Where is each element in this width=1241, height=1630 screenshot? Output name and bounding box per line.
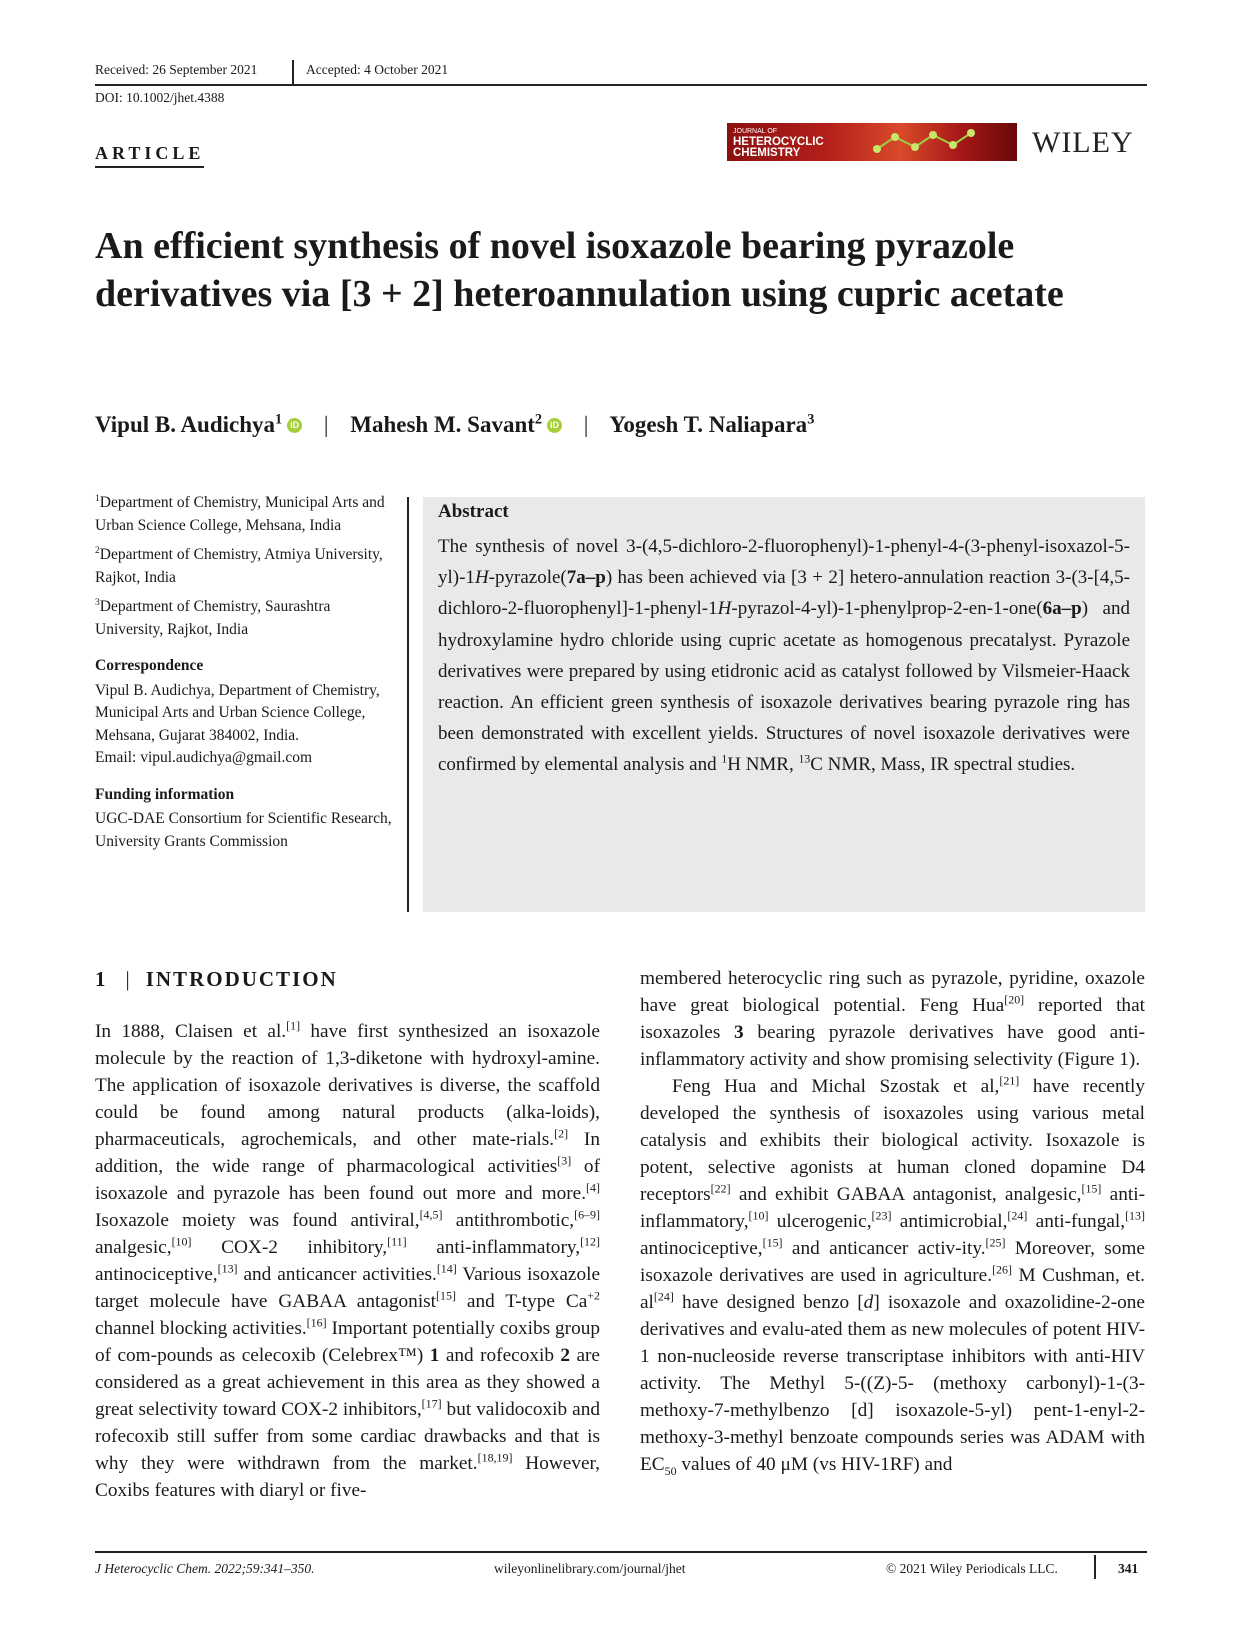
article-title: An efficient synthesis of novel isoxazole bearing pyrazole derivatives via [3 + 2] heteroannulation using cupric acetate bbox=[95, 225, 1064, 315]
author-separator: | bbox=[323, 412, 329, 437]
journal-name-line2: HETEROCYCLIC bbox=[733, 136, 824, 148]
footer-divider bbox=[1094, 1555, 1096, 1579]
header-divider bbox=[292, 60, 294, 84]
page-number: 341 bbox=[1118, 1561, 1139, 1576]
journal-banner bbox=[727, 123, 1017, 161]
funding-text: UGC-DAE Consortium for Scientific Research, University Grants Commission bbox=[95, 810, 392, 850]
body-column-left bbox=[95, 1018, 600, 1504]
correspondence-heading: Correspondence bbox=[95, 657, 204, 674]
intro-paragraph-1: In 1888, Claisen et al.[1] have first synthesized an isoxazole molecule by the reaction of 1,3-diketone with hydroxyl-amine. The application of isoxazole derivatives is diverse, the scaffold could be found among natural products (alka-loids), pharmaceuticals, agrochemicals, and other mate-rials.[2] In addition, the wide range of pharmacological activities[3] of isoxazole and pyrazole has been found out more and more.[4] Isoxazole moiety was found antiviral,[4,5] antithrombotic,[6–9] analgesic,[10] COX-2 inhibitory,[11] anti-inflammatory,[12] antinociceptive,[13] and anticancer activities.[14] Various isoxazole target molecule have GABAA antagonist[15] and T-type $Ca^{+2}$ channel blocking activities.[16] Important potentially coxibs group of com-pounds as celecoxib (Celebrex™) 1 and rofecoxib 2 are considered as a great achievement in this area as they showed a great selectivity toward COX-2 inhibitors,[17] but validocoxib and rofecoxib still suffer from some cardiac drawbacks and that is why they were withdrawn from the market.[18,19] However, Coxibs features with diaryl or five- bbox=[95, 1018, 600, 1501]
author-1[interactable]: Vipul B. Audichya$^1$ bbox=[95, 411, 283, 437]
accepted-date: Accepted: 4 October 2021 bbox=[306, 62, 449, 77]
journal-name-line1: JOURNAL OF bbox=[733, 128, 778, 135]
footer-rule bbox=[95, 1551, 1147, 1553]
publisher-logo: WILEY bbox=[1032, 126, 1134, 159]
journal-citation: J Heterocyclic Chem. 2022;59:341–350. bbox=[95, 1561, 315, 1576]
section-heading-introduction: 1 | INTRODUCTION bbox=[95, 967, 338, 991]
orcid-icon[interactable]: iD bbox=[547, 418, 562, 433]
intro-paragraph-2: membered heterocyclic ring such as pyrazole, pyridine, oxazole have great biological potential. Feng Hua[20] reported that isoxazoles 3 bearing pyrazole derivatives have good anti-inflammatory activity and show promising selectivity (Figure 1). bbox=[640, 968, 1145, 1070]
header-rule bbox=[95, 84, 1147, 86]
author-separator: | bbox=[583, 412, 589, 437]
affiliations-column bbox=[95, 492, 395, 853]
column-divider bbox=[407, 497, 409, 912]
copyright: © 2021 Wiley Periodicals LLC. bbox=[886, 1561, 1058, 1576]
correspondence-text: Vipul B. Audichya, Department of Chemistry, Municipal Arts and Urban Science College, Mehsana, Gujarat 384002, India. bbox=[95, 681, 380, 744]
article-type-label: ARTICLE bbox=[95, 143, 204, 168]
author-list bbox=[95, 412, 814, 438]
orcid-icon[interactable]: iD bbox=[287, 418, 302, 433]
doi[interactable]: DOI: 10.1002/jhet.4388 bbox=[95, 90, 225, 105]
journal-name-line3: CHEMISTRY bbox=[733, 147, 801, 159]
author-2[interactable]: Mahesh M. Savant$^2$ bbox=[350, 411, 543, 437]
affiliation-3: $^3$Department of Chemistry, Saurashtra University, Rajkot, India bbox=[95, 596, 331, 638]
intro-paragraph-3: Feng Hua and Michal Szostak et al,[21] have recently developed the synthesis of isoxazoles using various metal catalysis and exhibits their biological activity. Isoxazole is potent, selective agonists at human cloned dopamine D4 receptors[22] and exhibit GABAA antagonist, analgesic,[15] anti-inflammatory,[10] ulcerogenic,[23] antimicrobial,[24] anti-fungal,[13] antinociceptive,[15] and anticancer activ-ity.[25] Moreover, some isoxazole derivatives are used in agriculture.[26] M Cushman, et. al[24] have designed benzo [d] isoxazole and oxazolidine-2-one derivatives and evalu-ated them as new molecules of potent HIV-1 non-nucleoside reverse transcriptase inhibitors with anti-HIV activity. The Methyl 5-((Z)-5- (methoxy carbonyl)-1-(3-methoxy-7-methylbenzo [d] isoxazole-5-yl) pent-1-enyl-2-methoxy-3-methyl benzoate compounds series was ADAM with $EC_{50}$ values of 40 μM (vs HIV-1RF) and bbox=[640, 1073, 1145, 1478]
abstract-box bbox=[423, 497, 1145, 912]
author-3[interactable]: Yogesh T. Naliapara$^3$ bbox=[609, 411, 815, 437]
correspondence-email[interactable]: Email: vipul.audichya@gmail.com bbox=[95, 749, 313, 766]
received-date: Received: 26 September 2021 bbox=[95, 62, 258, 77]
funding-heading: Funding information bbox=[95, 785, 235, 803]
journal-url[interactable]: wileyonlinelibrary.com/journal/jhet bbox=[494, 1561, 686, 1576]
abstract-heading: Abstract bbox=[438, 501, 509, 522]
body-column-right bbox=[640, 965, 1145, 1478]
abstract-text: The synthesis of novel 3-(4,5-dichloro-2-fluorophenyl)-1-phenyl-4-(3-phenyl-isoxazol-5-yl)-1H-pyrazole(7a–p) has been achieved via [3 + 2] hetero-annulation reaction 3-(3-[4,5-dichloro-2-fluorophenyl]-1-phenyl-1H-pyrazol-4-yl)-1-phenylprop-2-en-1-one(6a–p) and hydroxylamine hydro chloride using cupric acetate as homogenous precatalyst. Pyrazole derivatives were prepared by using etidronic acid as catalyst followed by Vilsmeier-Haack reaction. An efficient green synthesis of isoxazole derivatives bearing pyrazole ring has been demonstrated with excellent yields. Structures of novel isoxazole derivatives were confirmed by elemental analysis and $^1$H NMR, $^{13}$C NMR, Mass, IR spectral studies. bbox=[438, 536, 1130, 776]
affiliation-1: $^1$Department of Chemistry, Municipal Arts and Urban Science College, Mehsana, India bbox=[95, 492, 385, 534]
affiliation-2: $^2$Department of Chemistry, Atmiya University, Rajkot, India bbox=[95, 544, 383, 586]
